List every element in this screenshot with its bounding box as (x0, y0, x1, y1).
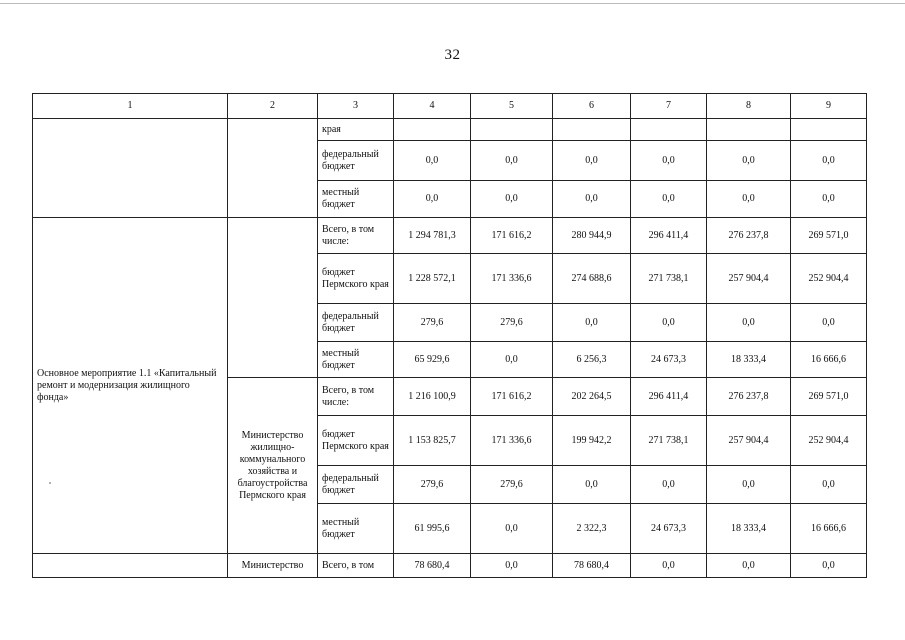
amount-cell: 1 228 572,1 (394, 254, 471, 304)
amount-cell (471, 119, 553, 141)
executor-cell (228, 218, 318, 378)
amount-cell: 0,0 (707, 554, 791, 578)
column-number: 7 (631, 94, 707, 119)
funding-source: местный бюджет (318, 181, 394, 218)
amount-cell: 0,0 (394, 141, 471, 181)
amount-cell (394, 119, 471, 141)
amount-cell: 0,0 (707, 304, 791, 342)
amount-cell: 18 333,4 (707, 504, 791, 554)
amount-cell: 0,0 (553, 141, 631, 181)
funding-source: края (318, 119, 394, 141)
amount-cell: 0,0 (631, 304, 707, 342)
amount-cell: 0,0 (471, 141, 553, 181)
amount-cell: 0,0 (791, 304, 867, 342)
amount-cell: 16 666,6 (791, 504, 867, 554)
amount-cell: 269 571,0 (791, 218, 867, 254)
amount-cell: 296 411,4 (631, 218, 707, 254)
funding-source: местный бюджет (318, 342, 394, 378)
executor-cell (228, 119, 318, 218)
amount-cell: 279,6 (394, 466, 471, 504)
activity-name-cell (33, 554, 228, 578)
amount-cell: 0,0 (631, 181, 707, 218)
funding-source: Всего, в том (318, 554, 394, 578)
amount-cell: 0,0 (553, 304, 631, 342)
amount-cell: 199 942,2 (553, 416, 631, 466)
page-number: 32 (444, 47, 461, 63)
amount-cell: 0,0 (631, 466, 707, 504)
funding-source: федеральный бюджет (318, 141, 394, 181)
executor-name: Министерство жилищно-коммунального хозяйства и благоустройства Пермского края (228, 378, 318, 554)
amount-cell: 280 944,9 (553, 218, 631, 254)
table-row (33, 218, 867, 254)
scan-speck (49, 482, 51, 484)
scan-edge-line (0, 3, 905, 4)
funding-source: Всего, в том числе: (318, 218, 394, 254)
amount-cell: 65 929,6 (394, 342, 471, 378)
column-number: 5 (471, 94, 553, 119)
amount-cell: 0,0 (707, 141, 791, 181)
amount-cell: 252 904,4 (791, 416, 867, 466)
amount-cell: 276 237,8 (707, 218, 791, 254)
column-number: 9 (791, 94, 867, 119)
amount-cell: 171 616,2 (471, 218, 553, 254)
amount-cell: 202 264,5 (553, 378, 631, 416)
amount-cell: 279,6 (471, 466, 553, 504)
amount-cell: 24 673,3 (631, 504, 707, 554)
column-number: 1 (33, 94, 228, 119)
amount-cell: 61 995,6 (394, 504, 471, 554)
amount-cell: 252 904,4 (791, 254, 867, 304)
amount-cell: 0,0 (471, 342, 553, 378)
amount-cell: 274 688,6 (553, 254, 631, 304)
activity-name-cell (33, 119, 228, 218)
amount-cell: 0,0 (471, 504, 553, 554)
amount-cell: 0,0 (631, 141, 707, 181)
amount-cell: 171 616,2 (471, 378, 553, 416)
column-number: 4 (394, 94, 471, 119)
amount-cell: 0,0 (707, 466, 791, 504)
column-number: 2 (228, 94, 318, 119)
amount-cell: 279,6 (394, 304, 471, 342)
column-number: 8 (707, 94, 791, 119)
amount-cell: 1 294 781,3 (394, 218, 471, 254)
amount-cell: 0,0 (553, 466, 631, 504)
budget-table (32, 93, 867, 578)
amount-cell: 0,0 (471, 181, 553, 218)
amount-cell (553, 119, 631, 141)
amount-cell: 78 680,4 (553, 554, 631, 578)
amount-cell: 18 333,4 (707, 342, 791, 378)
amount-cell: 171 336,6 (471, 254, 553, 304)
executor-name: Министерство (228, 554, 318, 578)
amount-cell: 257 904,4 (707, 416, 791, 466)
amount-cell: 24 673,3 (631, 342, 707, 378)
amount-cell: 279,6 (471, 304, 553, 342)
amount-cell: 0,0 (791, 554, 867, 578)
column-number: 3 (318, 94, 394, 119)
amount-cell: 0,0 (471, 554, 553, 578)
amount-cell: 0,0 (631, 554, 707, 578)
amount-cell: 1 216 100,9 (394, 378, 471, 416)
amount-cell: 0,0 (791, 466, 867, 504)
amount-cell: 257 904,4 (707, 254, 791, 304)
amount-cell: 0,0 (791, 141, 867, 181)
amount-cell (791, 119, 867, 141)
amount-cell: 0,0 (553, 181, 631, 218)
amount-cell: 271 738,1 (631, 416, 707, 466)
amount-cell: 0,0 (394, 181, 471, 218)
amount-cell: 296 411,4 (631, 378, 707, 416)
amount-cell: 0,0 (791, 181, 867, 218)
amount-cell: 271 738,1 (631, 254, 707, 304)
amount-cell: 0,0 (707, 181, 791, 218)
amount-cell: 16 666,6 (791, 342, 867, 378)
amount-cell: 78 680,4 (394, 554, 471, 578)
funding-source: бюджет Пермского края (318, 416, 394, 466)
amount-cell (707, 119, 791, 141)
funding-source: федеральный бюджет (318, 304, 394, 342)
amount-cell: 1 153 825,7 (394, 416, 471, 466)
amount-cell: 6 256,3 (553, 342, 631, 378)
amount-cell: 276 237,8 (707, 378, 791, 416)
amount-cell: 171 336,6 (471, 416, 553, 466)
funding-source: федеральный бюджет (318, 466, 394, 504)
amount-cell: 269 571,0 (791, 378, 867, 416)
funding-source: местный бюджет (318, 504, 394, 554)
activity-name: Основное мероприятие 1.1 «Капитальный ремонт и модернизация жилищного фонда» (33, 218, 228, 554)
table-row (33, 119, 867, 141)
column-number-row (33, 94, 867, 119)
amount-cell: 2 322,3 (553, 504, 631, 554)
table-row (33, 554, 867, 578)
funding-source: бюджет Пермского края (318, 254, 394, 304)
column-number: 6 (553, 94, 631, 119)
amount-cell (631, 119, 707, 141)
funding-source: Всего, в том числе: (318, 378, 394, 416)
